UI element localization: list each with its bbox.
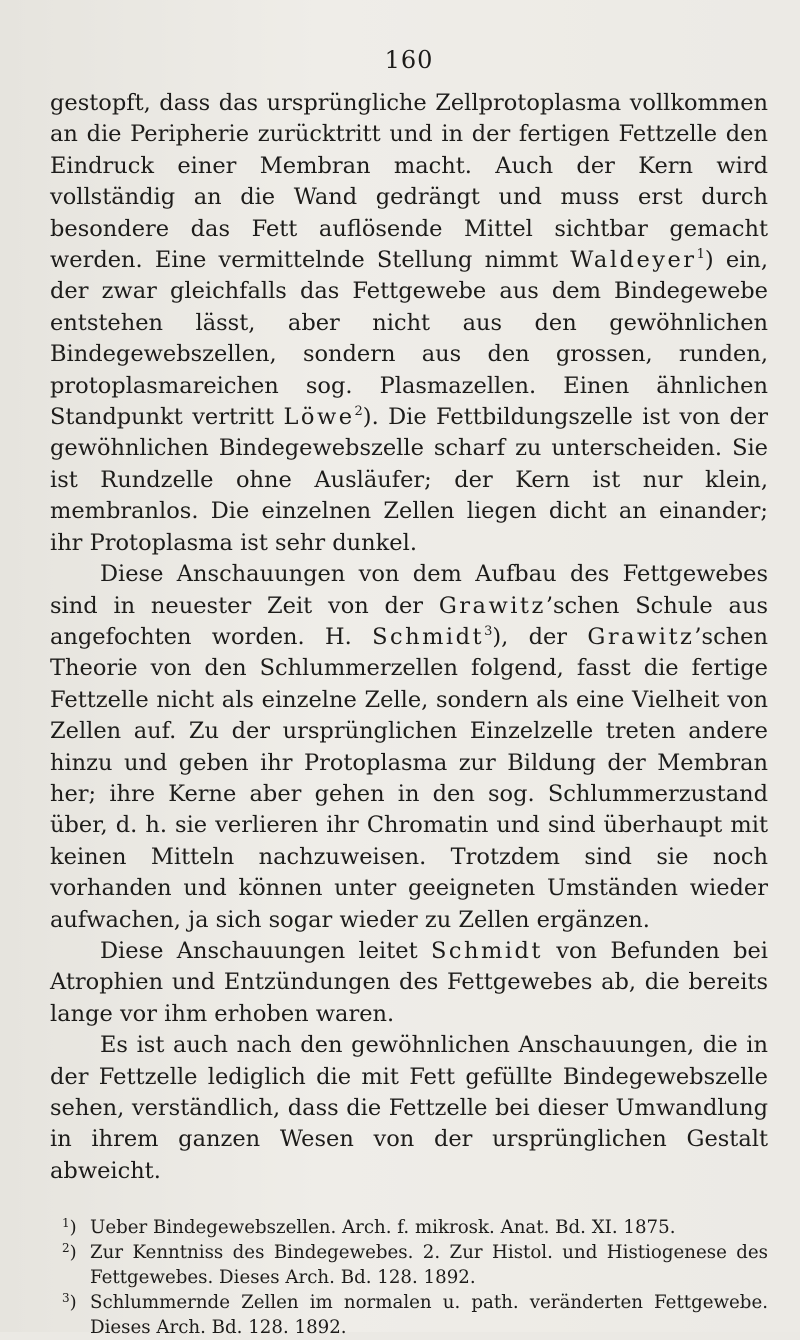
footnote-text: Ueber Bindegewebszellen. Arch. f. mikrosk. Anat. Bd. XI. 1875.	[90, 1217, 676, 1239]
body-text	[50, 88, 768, 1187]
footnote-number: 2	[62, 1241, 70, 1256]
text-run: ’schen Theorie von den Schlummerzellen folgend, fasst die fertige Fettzelle nicht als einzelne Zelle, sondern als eine Vielheit von Zellen auf. Zu der ursprünglichen Einzelzelle treten andere hinzu und geben ihr Protoplasma zur Bildung der Membran her; ihre Kerne aber gehen in den sog. Schlummerzustand über, d. h. sie verlieren ihr Chromatin und sind überhaupt mit keinen Mitteln nachzuweisen. Trotzdem sind sie noch vorhanden und können unter geeigneten Umständen wieder aufwachen, ja sich sogar wieder zu Zellen ergänzen.	[50, 623, 768, 933]
author-name-waldeyer: Waldeyer	[570, 247, 697, 274]
footnote-1	[50, 1215, 768, 1240]
text-run: Diese Anschauungen leitet	[100, 937, 431, 964]
paragraph-4	[50, 1030, 768, 1187]
text-run: ), der	[492, 623, 588, 650]
footnote-mark: $^2$)	[62, 1241, 77, 1264]
author-name-schmidt: Schmidt	[430, 937, 543, 964]
footnote-text: Schlummernde Zellen im normalen u. path. veränderten Fettgewebe. Dieses Arch. Bd. 128. 1892.	[90, 1292, 768, 1339]
footnote-number: 3	[62, 1291, 70, 1306]
text-run: von Befunden bei Atrophien und Entzündungen des Fettgewebes ab, die bereits lange vor ihm erhoben waren.	[50, 937, 768, 1027]
author-name-grawitz: Grawitz	[438, 592, 546, 619]
text-run: Es ist auch nach den gewöhnlichen Anschauungen, die in der Fettzelle lediglich die mit Fett gefüllte Bindegewebszelle sehen, verständlich, dass die Fettzelle bei dieser Umwandlung in ihrem ganzen Wesen von der ursprünglichen Gestalt abweicht.	[50, 1032, 768, 1184]
text-run: ) ein, der zwar gleichfalls das Fettgewebe aus dem Bindegewebe entstehen lässt, aber nicht aus den gewöhnlichen Bindegewebszellen, sondern aus den grossen, runden, protoplasmareichen sog. Plasmazellen. Einen ähnlichen Standpunkt vertritt	[50, 247, 768, 431]
author-name-grawitz: Grawitz	[587, 623, 695, 650]
footnote-3	[50, 1290, 768, 1340]
footnote-mark: $^3$)	[62, 1291, 77, 1314]
text-run: ’schen Schule aus angefochten worden. H.	[50, 592, 768, 650]
footnote-2	[50, 1240, 768, 1290]
text-run: ). Die Fettbildungszelle ist von der gewöhnlichen Bindegewebszelle scharf zu unterscheiden. Sie ist Rundzelle ohne Ausläufer; der Kern ist nur klein, membranlos. Die einzelnen Zellen liegen dicht an einander; ihr Protoplasma ist sehr dunkel.	[50, 404, 768, 556]
paragraph-3	[50, 936, 768, 1030]
footnote-mark: $^1$)	[62, 1216, 77, 1239]
footnote-number: 1	[62, 1216, 70, 1231]
footnote-ref-2: 2	[354, 404, 363, 420]
footnote-text: Zur Kenntniss des Bindegewebes. 2. Zur Histol. und Histiogenese des Fettgewebes. Dieses Arch. Bd. 128. 1892.	[90, 1242, 768, 1289]
paragraph-2	[50, 559, 768, 936]
page-number: 160	[384, 46, 434, 74]
author-name-loewe: Löwe	[283, 404, 355, 431]
text-run: gestopft, dass das ursprüngliche Zellprotoplasma vollkommen an die Peripherie zurücktritt und in der fertigen Fettzelle den Eindruck einer Membran macht. Auch der Kern wird vollständig an die Wand gedrängt und muss erst durch besondere das Fett auflösende Mittel sichtbar gemacht werden. Eine vermittelnde Stellung nimmt	[50, 90, 768, 274]
author-name-schmidt: Schmidt	[372, 623, 485, 650]
paragraph-1	[50, 88, 768, 559]
footnotes	[50, 1215, 768, 1340]
footnote-ref-1: 1	[696, 247, 705, 263]
footnote-ref-3: 3	[484, 623, 493, 639]
text-run: Diese Anschauungen von dem Aufbau des Fettgewebes sind in neuester Zeit von der	[50, 561, 768, 619]
